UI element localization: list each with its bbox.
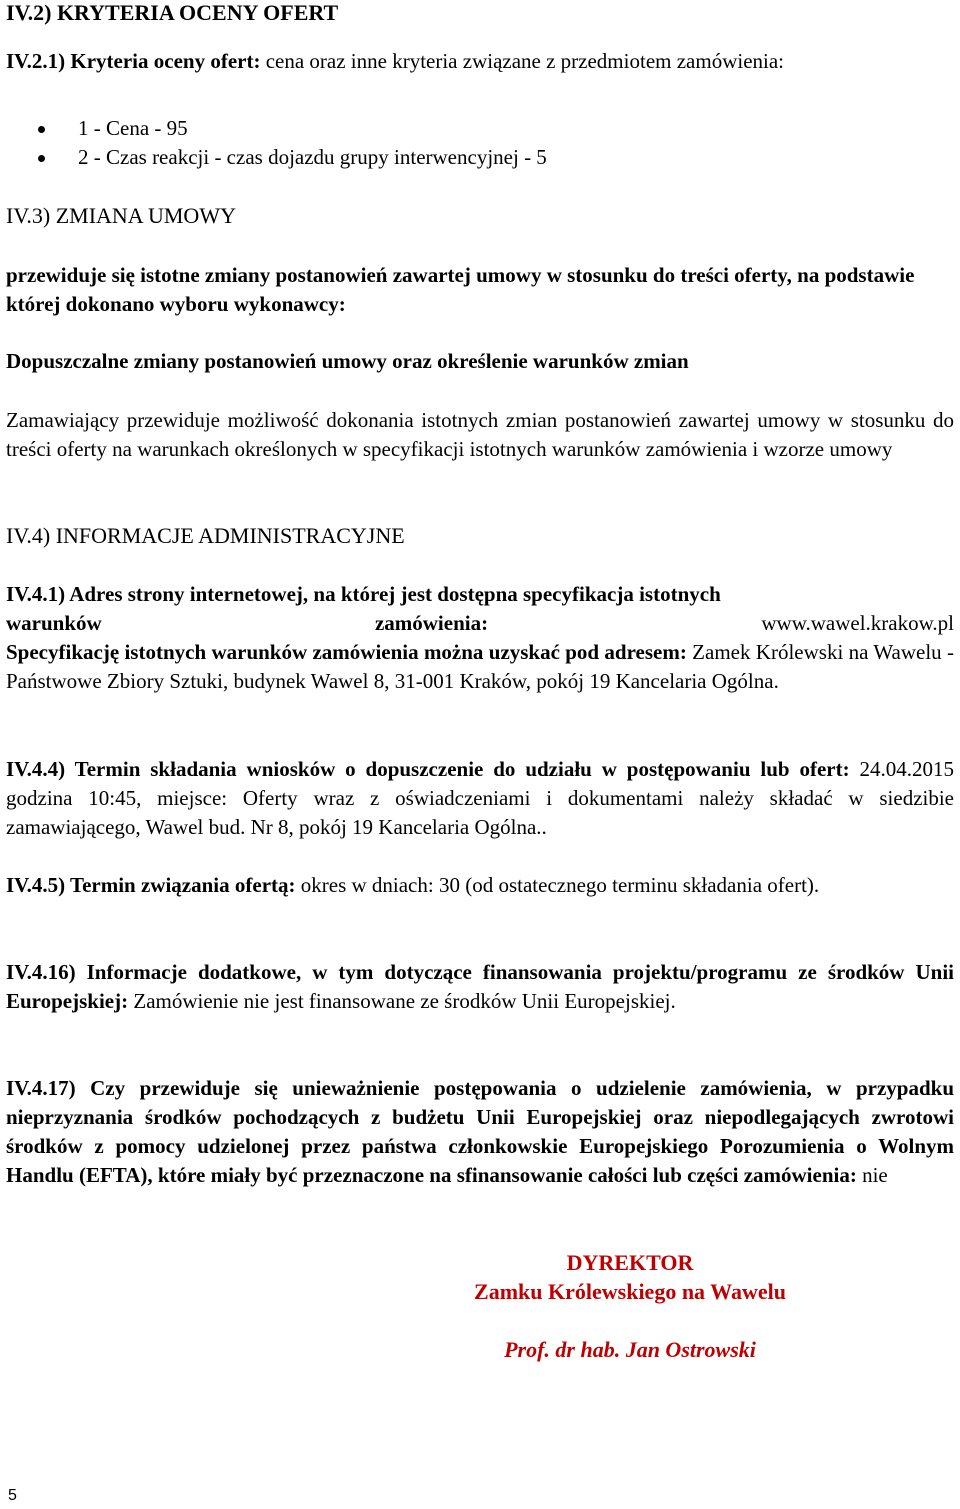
section-iv2-heading: IV.2) KRYTERIA OCENY OFERT (6, 0, 339, 25)
spec-address-text: Zamek Królewski na Wawelu - Państwowe Zbiory Sztuki, budynek Wawel 8, 31-001 Kraków, pokój 19 Kancelaria Ogólna. (6, 640, 954, 693)
section-iv4-1-line1 (6, 580, 954, 609)
spec-url-link[interactable]: www.wawel.krakow.pl (761, 611, 954, 635)
section-iv4-4-label: IV.4.4) Termin składania wniosków o dopuszczenie do udziału w postępowaniu lub ofert: (6, 757, 850, 781)
section-iv2-1-label: IV.2.1) Kryteria oceny ofert: (6, 49, 261, 73)
section-iv4-16-label: IV.4.16) Informacje dodatkowe, w tym dotyczące finansowania projektu/programu ze środków Unii Europejskiej: (6, 960, 954, 1013)
section-iv4-4-text: 24.04.2015 godzina 10:45, miejsce: Oferty wraz z oświadczeniami i dokumentami należy składać w siedzibie zamawiającego, Wawel bud. Nr 8, pokój 19 Kancelaria Ogólna.. (6, 757, 955, 839)
section-iv4-5 (6, 871, 954, 900)
changes-heading: Dopuszczalne zmiany postanowień umowy oraz określenie warunków zmian (6, 349, 689, 373)
section-iv4-5-text: okres w dniach: 30 (od ostatecznego terminu składania ofert). (295, 873, 820, 897)
section-iv4-16-text: Zamówienie nie jest finansowane ze środków Unii Europejskiej. (128, 989, 676, 1013)
section-iv4-17-label: IV.4.17) Czy przewiduje się unieważnienie postępowania o udzielenie zamówienia, w przypadku nieprzyznania środków pochodzących z budżetu Unii Europejskiej oraz niepodlegających zwrotowi środków z pomocy udzielonej przez państwa członkowskie Europejskiego Porozumienia o Wolnym Handlu (EFTA), które miały być przeznaczone na sfinansowanie całości lub części zamówienia: (6, 1076, 954, 1187)
bullet-icon (38, 155, 45, 162)
section-iv2-1-text: cena oraz inne kryteria związane z przedmiotem zamówienia: (260, 49, 785, 73)
criteria-item (0, 143, 948, 172)
criteria-item-text: 1 - Cena - 95 (78, 116, 188, 140)
section-iv4-heading: IV.4) INFORMACJE ADMINISTRACYJNE (6, 523, 405, 548)
criteria-item (0, 114, 948, 143)
section-iv4-1-label: IV.4.1) Adres strony internetowej, na której jest dostępna specyfikacja istotnych (6, 582, 721, 606)
section-iv4-17 (6, 1074, 954, 1190)
section-iv4-1-line2 (6, 609, 954, 638)
criteria-item-text: 2 - Czas reakcji - czas dojazdu grupy interwencyjnej - 5 (78, 145, 547, 169)
section-iv4-5-label: IV.4.5) Termin związania ofertą: (6, 873, 296, 897)
section-iv4-1-word2: zamówienia: (374, 611, 489, 635)
section-iv2-1 (6, 47, 954, 76)
section-iv4-1 (6, 580, 954, 638)
section-iv4-16 (6, 958, 954, 1016)
criteria-list (0, 114, 948, 172)
spec-address (6, 638, 954, 696)
section-iv3-statement: przewiduje się istotne zmiany postanowień zawartej umowy w stosunku do treści oferty, na podstawie której dokonano wyboru wykonawcy: (6, 263, 915, 316)
section-iv3-heading: IV.3) ZMIANA UMOWY (6, 203, 236, 228)
section-iv4-4 (6, 755, 954, 842)
spec-address-label: Specyfikację istotnych warunków zamówienia można uzyskać pod adresem: (6, 640, 687, 664)
signature-title: DYREKTOR (566, 1250, 694, 1275)
section-iv4-1-word1: warunków (6, 611, 102, 635)
section-iv4-17-text: nie (856, 1163, 888, 1187)
changes-text: Zamawiający przewiduje możliwość dokonania istotnych zmian postanowień zawartej umowy w stosunku do treści oferty na warunkach określonych w specyfikacji istotnych warunków zamówienia i wzorze umowy (6, 408, 954, 461)
page-number: 5 (8, 1487, 17, 1504)
bullet-icon (38, 126, 45, 133)
signature-name: Prof. dr hab. Jan Ostrowski (504, 1337, 756, 1362)
signature-institution: Zamku Królewskiego na Wawelu (474, 1279, 786, 1304)
